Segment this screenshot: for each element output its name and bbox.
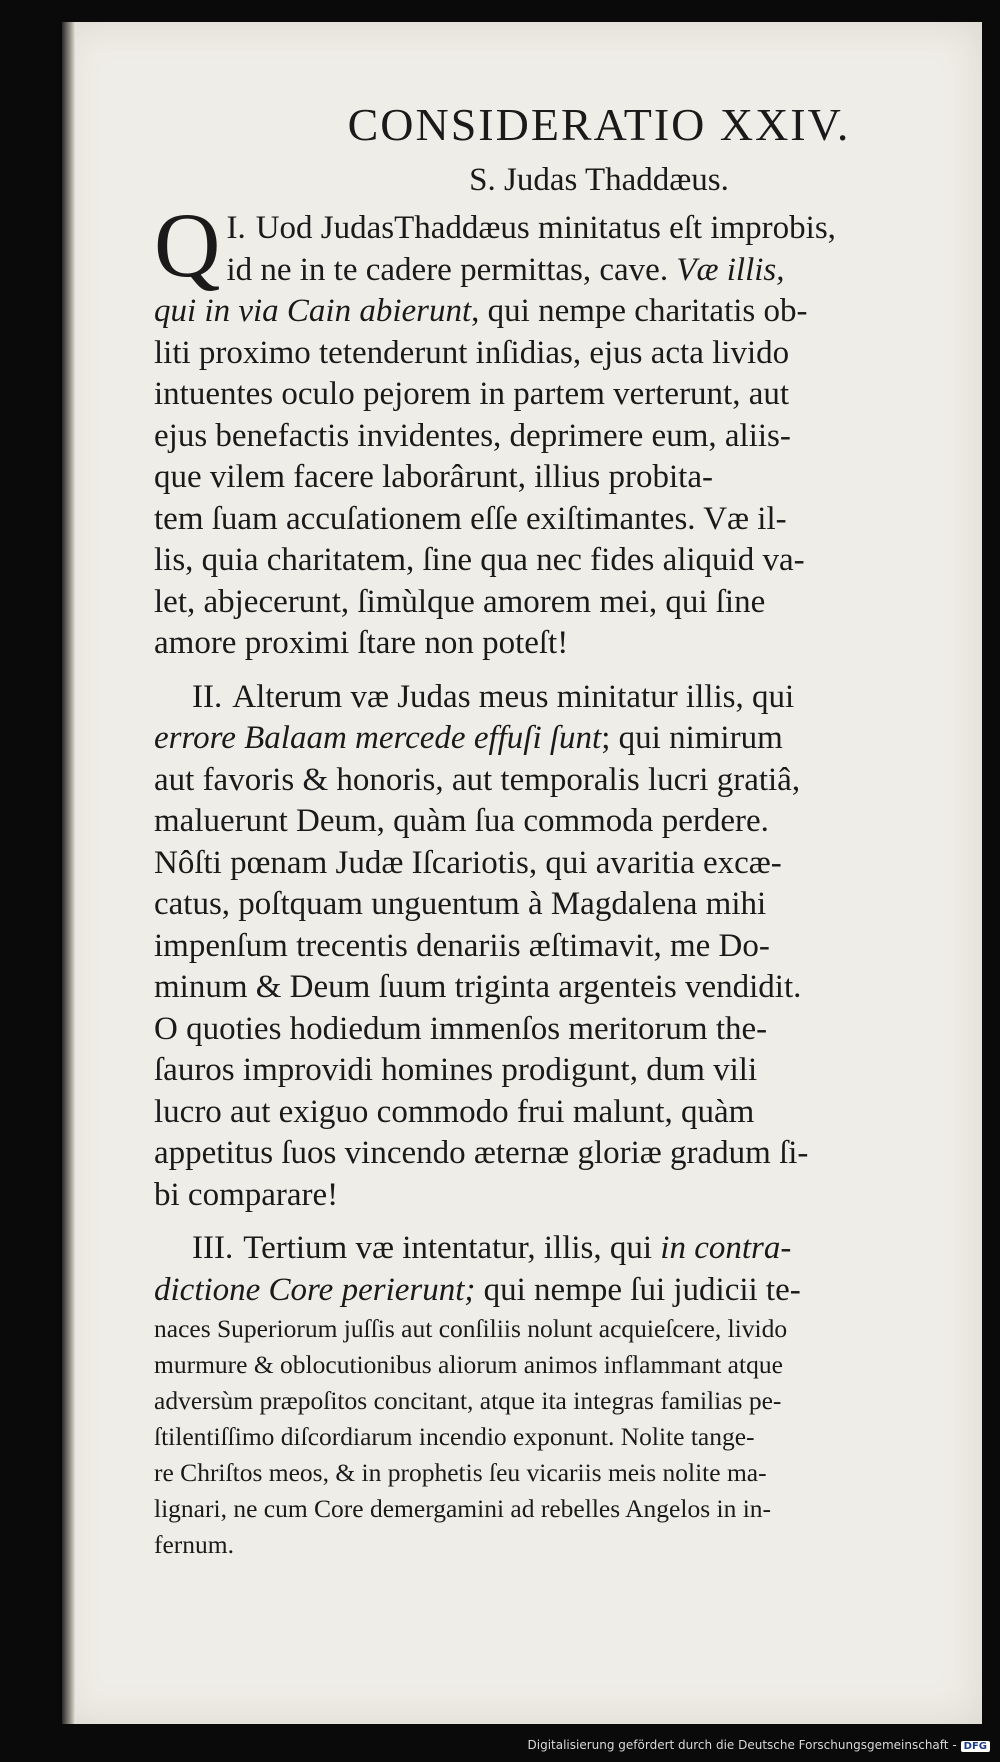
- paragraph-1-line-text: , qui nempe charitatis ob-: [471, 293, 808, 329]
- page-title: CONSIDERATIO XXIV.: [347, 99, 851, 150]
- drop-initial: Q: [154, 194, 221, 296]
- paragraph-1-line: [154, 250, 974, 292]
- paragraph-1-line: ejus benefactis invidentes, deprimere eum, aliis-: [154, 417, 791, 454]
- paragraph-3-line: re Chriſtos meos, & in prophetis ſeu vicariis meis nolite ma-: [154, 1458, 767, 1487]
- paragraph-2-line: impenſum trecentis denariis æſtimavit, me Do-: [154, 927, 770, 964]
- paragraph-3-line: naces Superiorum juſſis aut conſiliis nolunt acquieſcere, livido: [154, 1314, 788, 1343]
- paragraph-number: II.: [192, 678, 223, 715]
- paragraph-1-line: tem ſuam accuſationem eſſe exiſtimantes. Væ il-: [154, 500, 787, 537]
- paragraph-3: [154, 1228, 974, 1311]
- paragraph-number: I.: [226, 210, 246, 246]
- page-text: [154, 92, 974, 1563]
- paragraph-2-line: lucro aut exiguo commodo frui malunt, quàm: [154, 1093, 755, 1130]
- paragraph-2-line: ſauros improvidi homines prodigunt, dum vili: [154, 1052, 758, 1088]
- paragraph-2-line: minum & Deum ſuum triginta argenteis vendidit.: [154, 969, 802, 1005]
- paragraph-2: [154, 677, 974, 1217]
- paragraph-2-line: catus, poſtquam unguentum à Magdalena mihi: [154, 886, 767, 922]
- paragraph-1-line: lis, quia charitatem, ſine qua nec fides aliquid va-: [154, 542, 805, 578]
- paragraph-2-line-text: Alterum væ Judas meus minitatur illis, qui: [232, 678, 795, 715]
- paragraph-3-line: fernum.: [154, 1530, 235, 1559]
- paragraph-3-line-text: qui nempe ſui judicii te-: [483, 1271, 801, 1308]
- paragraph-number: III.: [192, 1230, 234, 1266]
- paragraph-2-line: O quoties hodiedum immenſos meritorum the-: [154, 1010, 768, 1047]
- paragraph-3-line: murmure & oblocutionibus aliorum animos inflammant atque: [154, 1350, 783, 1379]
- digitization-credit: [528, 1738, 991, 1752]
- paragraph-1-line: liti proximo tetenderunt inſidias, ejus acta livido: [154, 334, 790, 371]
- page-spine-shadow: [62, 22, 76, 1724]
- italic-quote: Væ illis,: [676, 251, 785, 288]
- paragraph-2-line: [154, 677, 974, 719]
- paragraph-1-line: let, abjecerunt, ſimùlque amorem mei, qui ſine: [154, 583, 766, 620]
- paragraph-2-line: maluerunt Deum, quàm ſua commoda perdere.: [154, 803, 769, 839]
- paragraph-2-line: Nôſti pœnam Judæ Iſcariotis, qui avaritia excæ-: [154, 844, 782, 881]
- paragraph-3-line: [154, 1270, 974, 1312]
- paragraph-3-line: adversùm præpoſitos concitant, atque ita integras familias pe-: [154, 1386, 782, 1415]
- italic-quote: errore Balaam mercede effuſi ſunt: [154, 720, 602, 756]
- italic-quote: dictione Core perierunt;: [154, 1271, 476, 1308]
- paragraph-2-line-text: ; qui nimirum: [601, 720, 783, 756]
- paragraph-1-line: Uod JudasThaddæus minitatus eſt improbis,: [255, 210, 836, 246]
- paragraph-3-line: [154, 1228, 974, 1270]
- paragraph-2-line: bi comparare!: [154, 1176, 339, 1213]
- paragraph-1-line-text: id ne in te cadere permittas, cave.: [226, 251, 669, 288]
- page-subtitle: S. Judas Thaddæus.: [469, 162, 729, 198]
- paragraph-2-line: appetitus ſuos vincendo æternæ gloriæ gradum ſi-: [154, 1135, 809, 1171]
- paragraph-1-line: [154, 291, 974, 333]
- italic-quote: in contra-: [660, 1230, 792, 1266]
- book-page: [62, 22, 982, 1724]
- paragraph-3-line: ſtilentiſſimo diſcordiarum incendio exponunt. Nolite tange-: [154, 1422, 755, 1451]
- paragraph-1: [154, 194, 974, 665]
- italic-quote: qui in via Cain abierunt: [154, 293, 472, 329]
- paragraph-1-line: amore proximi ſtare non poteſt!: [154, 625, 569, 661]
- dfg-logo: DFG: [961, 1741, 990, 1752]
- paragraph-3-line: lignari, ne cum Core demergamini ad rebelles Angelos in in-: [154, 1494, 772, 1523]
- paragraph-3-small-print: [154, 1311, 974, 1563]
- paragraph-2-line: [154, 718, 974, 760]
- paragraph-1-line: que vilem facere laborârunt, illius probita-: [154, 459, 713, 495]
- paragraph-3-line-text: Tertium væ intentatur, illis, qui: [243, 1230, 653, 1266]
- credit-text: Digitalisierung gefördert durch die Deutsche Forschungsgemeinschaft -: [527, 1738, 957, 1752]
- paragraph-2-line: aut favoris & honoris, aut temporalis lucri gratiâ,: [154, 761, 801, 798]
- paragraph-1-line: intuentes oculo pejorem in partem verterunt, aut: [154, 376, 790, 412]
